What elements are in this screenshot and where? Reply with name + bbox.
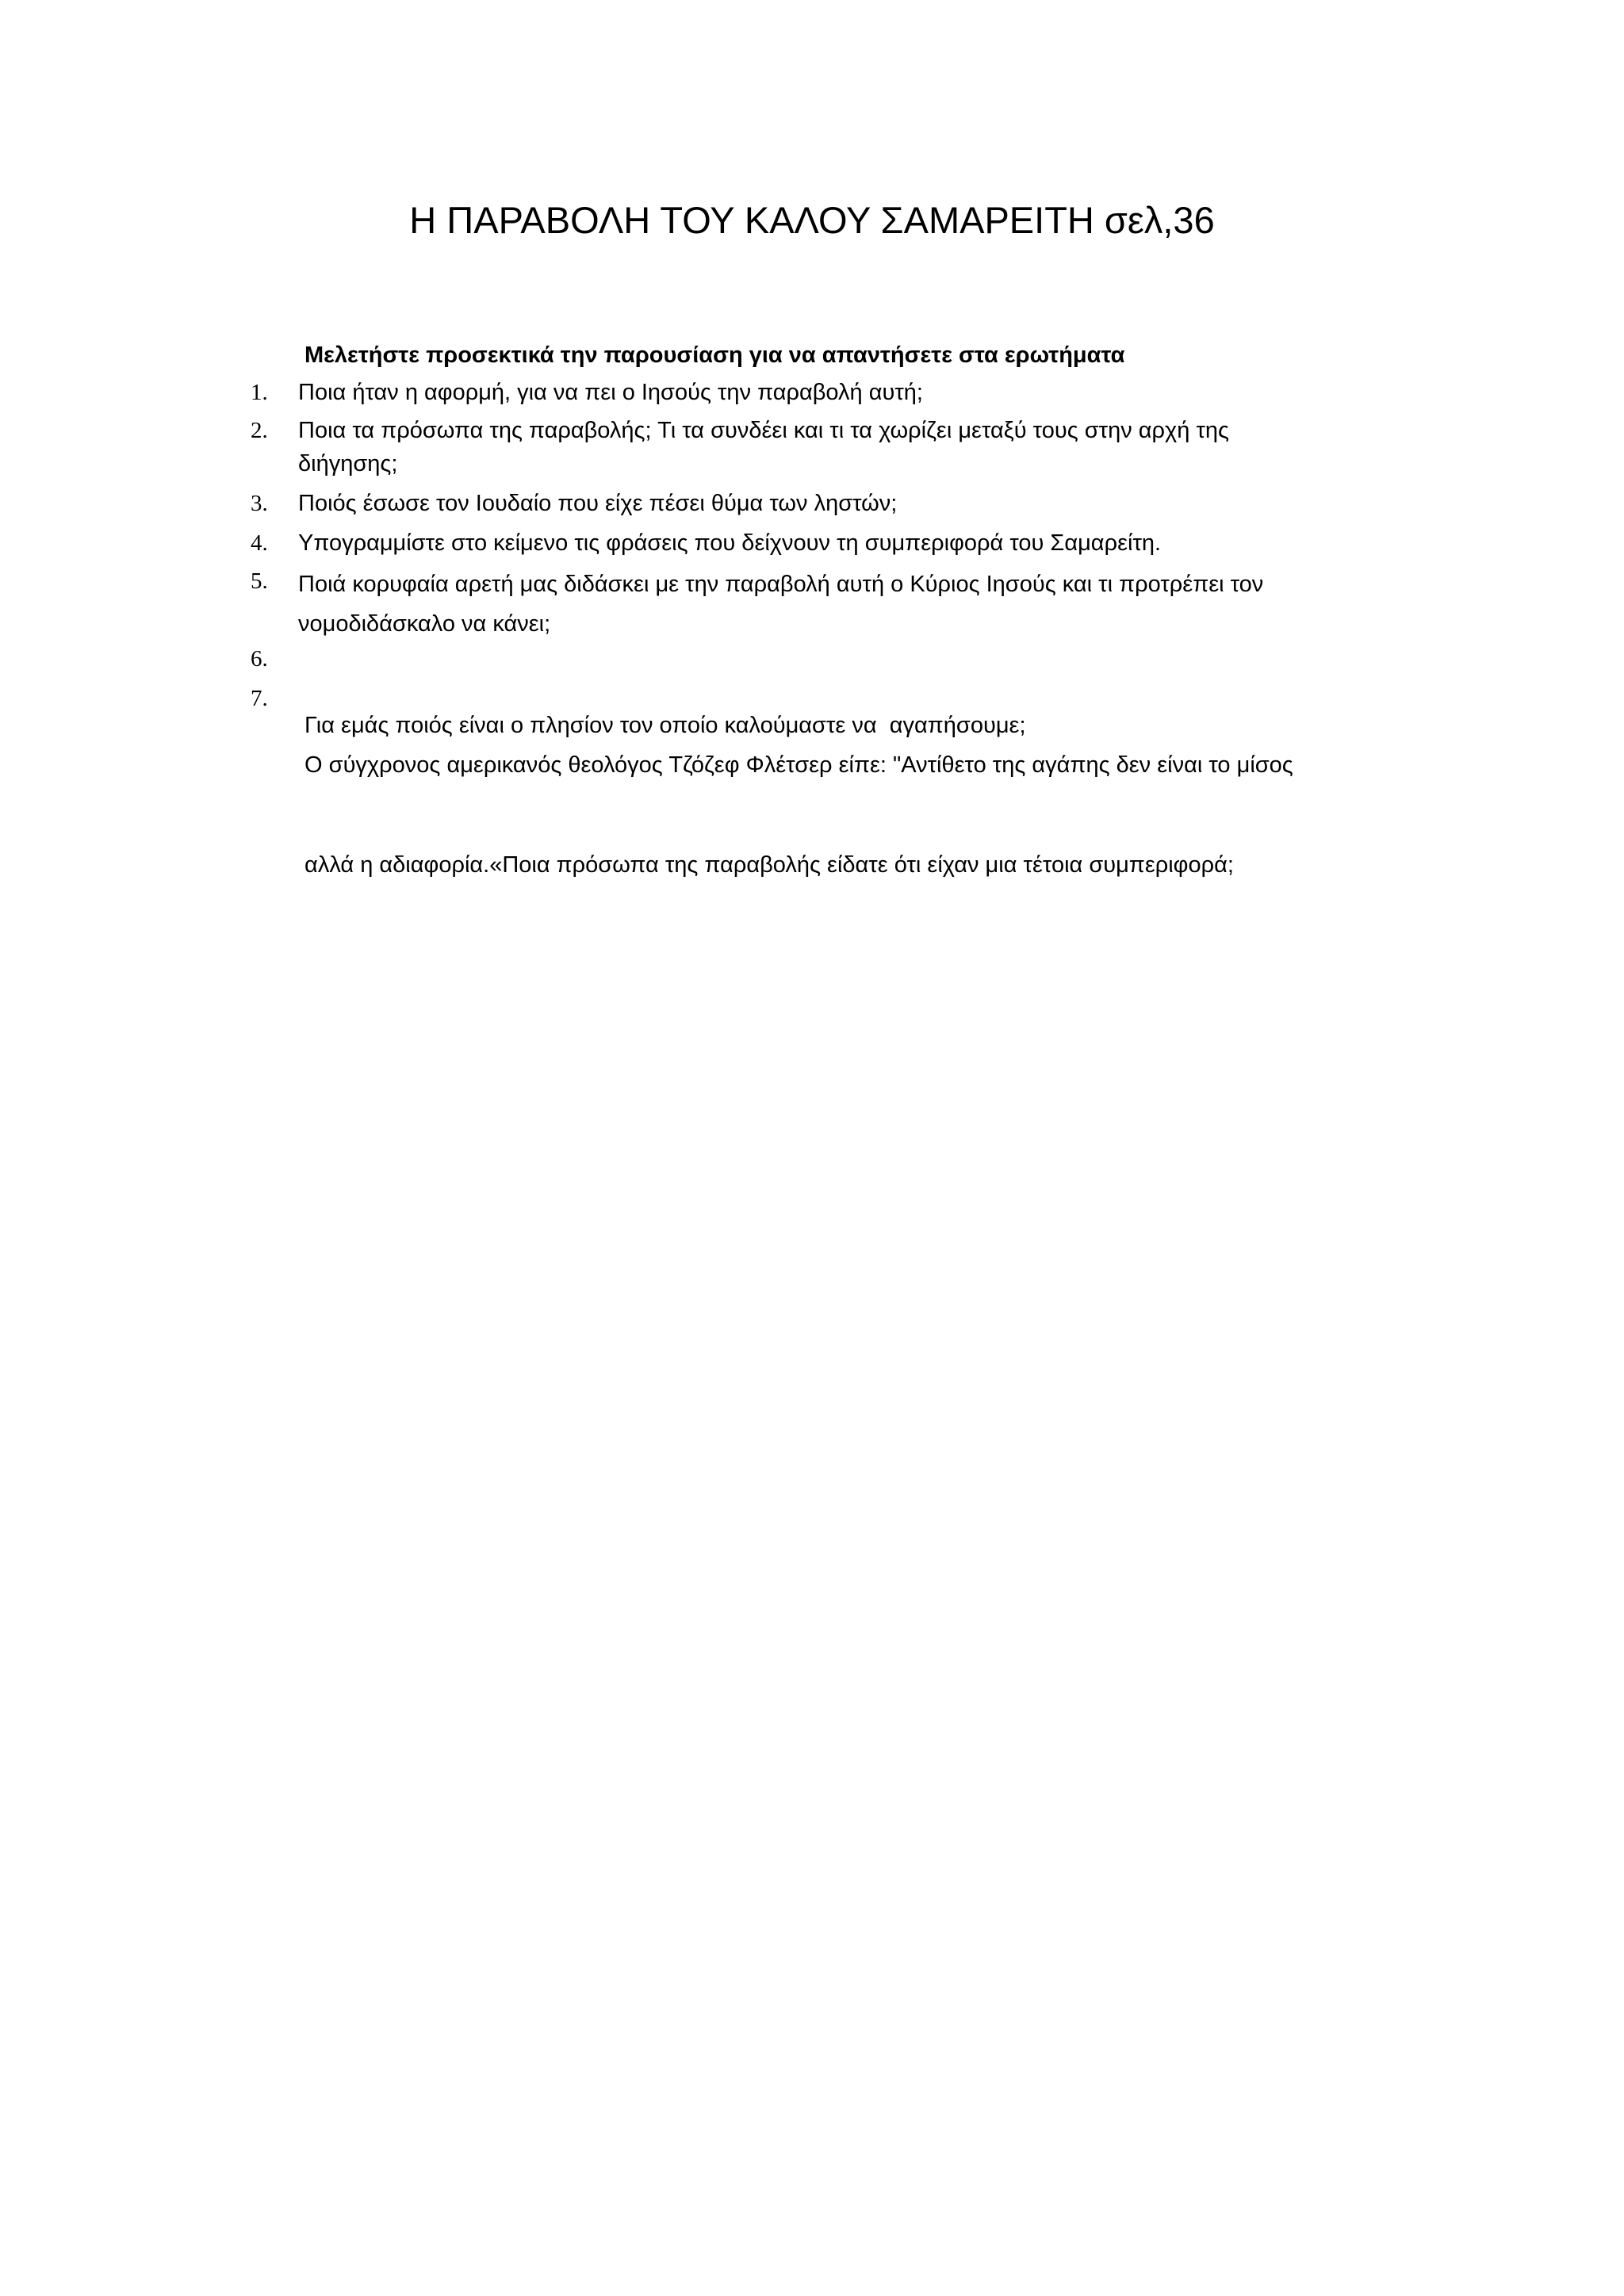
question-line: Ποια ήταν η αφορμή, για να πει ο Ιησούς την παραβολή αυτή; (298, 380, 923, 405)
question-line: νομοδιδάσκαλο να κάνει; (298, 611, 551, 637)
question-line: Ποιά κορυφαία αρετή μας διδάσκει με την παραβολή αυτή ο Κύριος Ιησούς και τι προτρέπει τον (298, 572, 1264, 597)
question-number: 1. (251, 380, 268, 405)
question-text (298, 414, 1424, 480)
question-line: Ο σύγχρονος αμερικανός θεολόγος Τζόζεφ Φλέτσερ είπε: "Αντίθετο της αγάπης δεν είναι το μίσος (298, 752, 1293, 778)
question-text (298, 564, 1424, 644)
question-text (298, 487, 1424, 520)
question-line: αλλά η αδιαφορία.«Ποια πρόσωπα της παραβολής είδατε ότι είχαν μια τέτοια συμπεριφορά; (298, 852, 1234, 878)
question-number: 4. (251, 530, 268, 556)
question-text (298, 682, 1424, 948)
instructions-text: Μελετήστε προσεκτικά την παρουσίαση για να απαντήσετε στα ερωτήματα (304, 342, 1125, 368)
question-line: διήγησης; (298, 451, 398, 476)
question-number: 6. (251, 646, 268, 672)
document-title: Η ΠΑΡΑΒΟΛΗ ΤΟΥ ΚΑΛΟΥ ΣΑΜΑΡΕΙΤΗ σελ,36 (409, 199, 1215, 241)
question-line: Για εμάς ποιός είναι ο πλησίον τον οποίο καλούμαστε να αγαπήσουμε; (298, 713, 1026, 738)
question-number: 3. (251, 491, 268, 516)
question-text (298, 526, 1424, 560)
question-line: Ποια τα πρόσωπα της παραβολής; Τι τα συνδέει και τι τα χωρίζει μεταξύ τους στην αρχή της (298, 418, 1230, 443)
question-number: 5. (251, 568, 268, 594)
question-line: Υπογραμμίστε στο κείμενο τις φράσεις που δείχνουν τη συμπεριφορά του Σαμαρείτη. (298, 530, 1162, 556)
question-number: 7. (251, 686, 268, 711)
question-text (298, 376, 1424, 409)
question-number: 2. (251, 418, 268, 443)
question-line: Ποιός έσωσε τον Ιουδαίο που είχε πέσει θύμα των ληστών; (298, 491, 898, 516)
